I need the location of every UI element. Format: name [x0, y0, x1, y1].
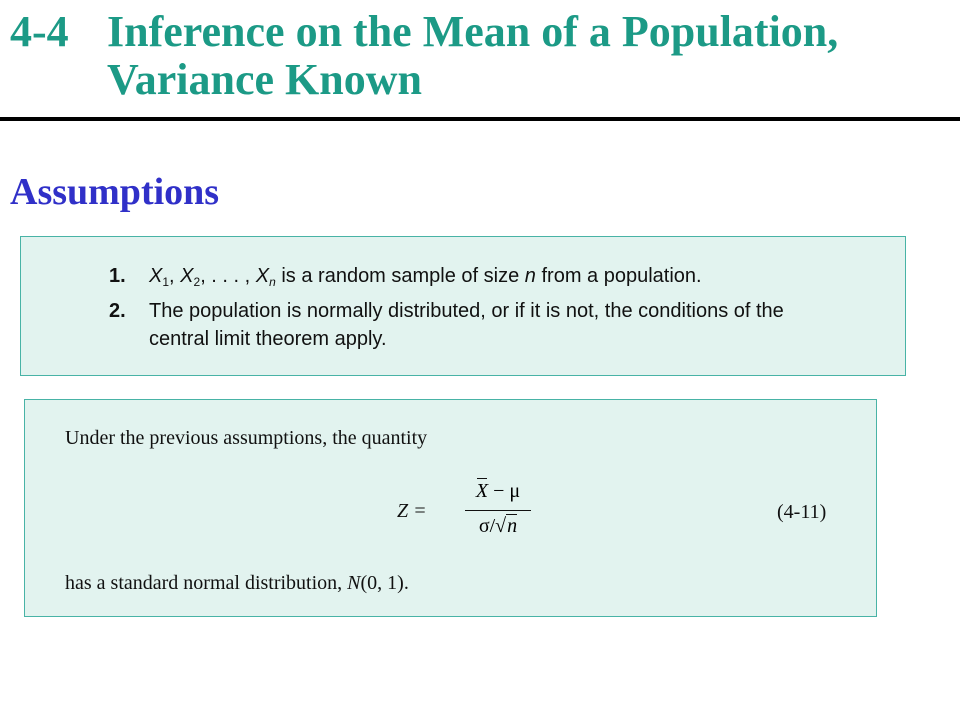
item-number: 2. [109, 300, 126, 322]
fraction-bar [465, 510, 531, 511]
fraction-numerator: X − μ [475, 480, 521, 502]
equation-lhs: Z = [397, 500, 427, 522]
item-number: 1. [109, 265, 126, 287]
item-text-line-1: The population is normally distributed, or if it is not, the conditions of the [149, 300, 784, 322]
section-number: 4-4 [10, 7, 69, 56]
assumptions-heading: Assumptions [10, 171, 220, 213]
title-line-1: Inference on the Mean of a Population, [107, 7, 839, 56]
equation-number: (4-11) [777, 501, 827, 523]
assumptions-box [20, 236, 906, 376]
fraction-denominator: σ/√n [478, 515, 518, 537]
z-fraction [465, 480, 531, 540]
result-conclusion: has a standard normal distribution, N(0, 1). [65, 572, 409, 594]
title-divider [0, 117, 960, 121]
assumption-item-2-continued: central limit theorem apply. [149, 328, 387, 350]
result-box [24, 399, 877, 617]
result-intro: Under the previous assumptions, the quantity [65, 427, 428, 449]
title-line-2: Variance Known [107, 55, 422, 104]
item-text: $X_1$, $X_2$, . . . , $X_n$ is a random sample of size n from a population. [149, 265, 702, 289]
